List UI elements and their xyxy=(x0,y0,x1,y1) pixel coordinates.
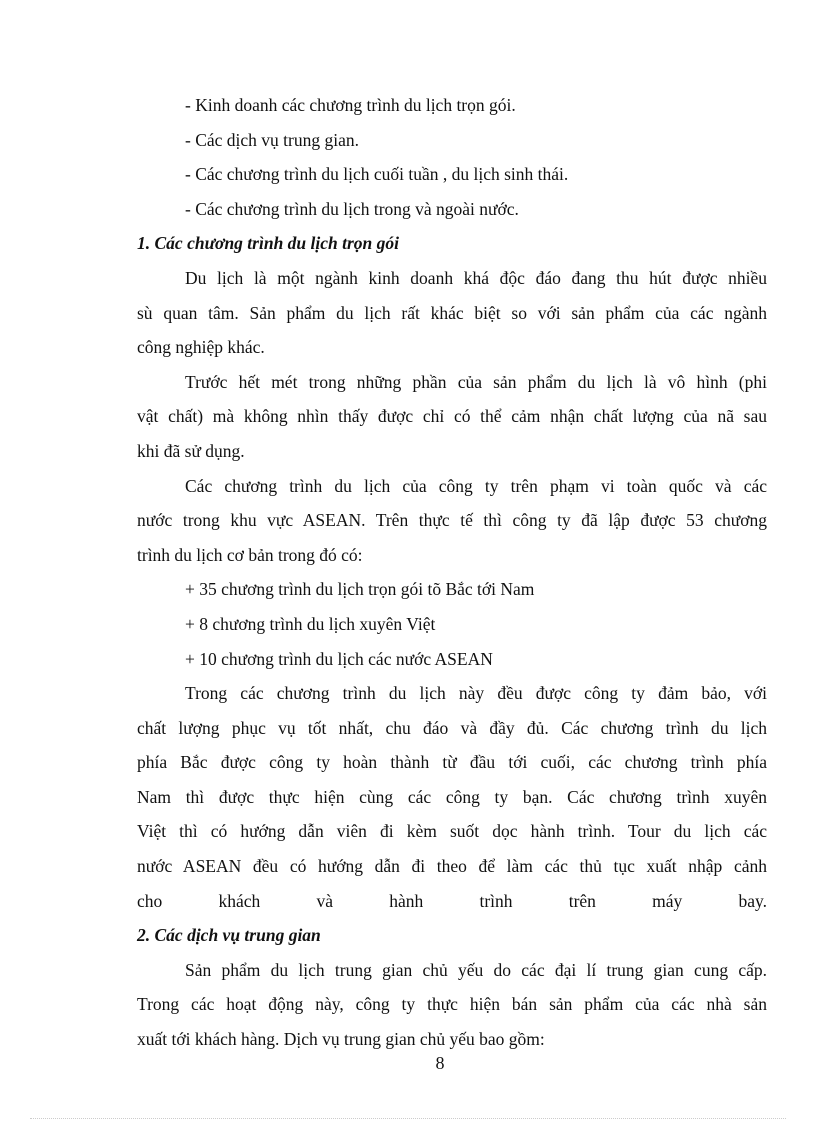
paragraph-line: Các chương trình du lịch của công ty trên phạm vi toàn quốc và các xyxy=(185,475,767,496)
paragraph-line: nước ASEAN đều có hướng dẫn đi theo để làm các thủ tục xuất nhập cảnh xyxy=(137,856,767,877)
list-item: + 10 chương trình du lịch các nước ASEAN xyxy=(185,648,493,669)
bullet-item: - Các chương trình du lịch trong và ngoài nước. xyxy=(185,198,519,219)
paragraph-line: vật chất) mà không nhìn thấy được chỉ có thể cảm nhận chất lượng của nã sau xyxy=(137,406,767,427)
paragraph-line: sù quan tâm. Sản phẩm du lịch rất khác biệt so với sản phẩm của các ngành xyxy=(137,302,767,323)
paragraph-line: Nam thì được thực hiện cùng các công ty bạn. Các chương trình xuyên xyxy=(137,786,767,807)
paragraph-line: nước trong khu vực ASEAN. Trên thực tế thì công ty đã lập được 53 chương xyxy=(137,510,767,531)
page-number: 8 xyxy=(435,1053,445,1073)
paragraph-line: Trong các chương trình du lịch này đều được công ty đảm bảo, với xyxy=(185,683,767,704)
paragraph-line: Trong các hoạt động này, công ty thực hiện bán sản phẩm của các nhà sản xyxy=(137,994,767,1015)
section-heading-2: 2. Các dịch vụ trung gian xyxy=(137,925,321,946)
paragraph-line: Việt thì có hướng dẫn viên đi kèm suốt dọc hành trình. Tour du lịch các xyxy=(137,821,767,842)
paragraph-line: xuất tới khách hàng. Dịch vụ trung gian chủ yếu bao gồm: xyxy=(137,1029,545,1050)
document-page xyxy=(137,88,767,1057)
paragraph-line: Sản phẩm du lịch trung gian chủ yếu do các đại lí trung gian cung cấp. xyxy=(185,959,767,980)
bullet-item: - Các chương trình du lịch cuối tuần , du lịch sinh thái. xyxy=(185,164,569,185)
paragraph-line: chất lượng phục vụ tốt nhất, chu đáo và đầy đủ. Các chương trình du lịch xyxy=(137,717,767,738)
paragraph-line: Trước hết mét trong những phần của sản phẩm du lịch là vô hình (phi xyxy=(185,371,767,392)
list-item: + 35 chương trình du lịch trọn gói tõ Bắc tới Nam xyxy=(185,579,535,600)
paragraph-line: khi đã sử dụng. xyxy=(137,440,245,461)
paragraph-line: Du lịch là một ngành kinh doanh khá độc đáo đang thu hút được nhiều xyxy=(185,267,767,288)
paragraph-line: cho khách và hành trình trên máy bay. xyxy=(137,890,767,911)
paragraph-line: phía Bắc được công ty hoàn thành từ đầu tới cuối, các chương trình phía xyxy=(137,752,767,773)
section-heading-1: 1. Các chương trình du lịch trọn gói xyxy=(137,233,400,254)
page-bottom-rule xyxy=(30,1118,786,1119)
paragraph-line: trình du lịch cơ bản trong đó có: xyxy=(137,544,363,565)
bullet-item: - Các dịch vụ trung gian. xyxy=(185,129,359,150)
bullet-item: - Kinh doanh các chương trình du lịch trọn gói. xyxy=(185,95,516,115)
paragraph-line: công nghiệp khác. xyxy=(137,337,265,358)
list-item: + 8 chương trình du lịch xuyên Việt xyxy=(185,613,436,634)
